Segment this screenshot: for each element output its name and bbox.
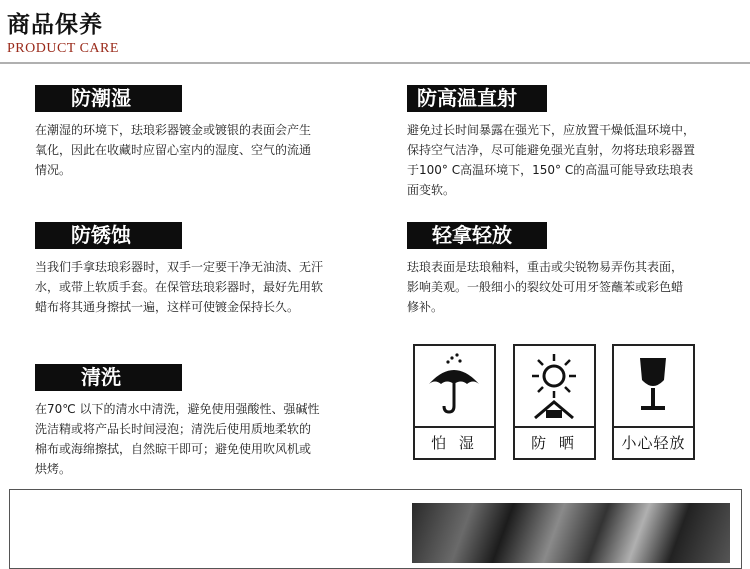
text-line: 蜡布将其通身擦拭一遍，这样可使镀金保持长久。 xyxy=(35,300,300,314)
rust-title-bar xyxy=(35,222,182,249)
gentle-title-bar xyxy=(407,222,547,249)
section-subtitle: PRODUCT CARE xyxy=(7,41,119,56)
text-line: 影响美观。一般细小的裂纹处可用牙签蘸苯或彩色蜡 xyxy=(407,280,684,294)
rust-section xyxy=(35,222,345,317)
text-line: 避免过长时间暴露在强光下，应放置干燥低温环境中， xyxy=(407,123,696,137)
section-title: 商品保养 xyxy=(7,11,103,38)
keep-dry-text: 怕 湿 xyxy=(431,434,478,452)
header-divider xyxy=(0,62,750,64)
text-line: 氧化，因此在收藏时应留心室内的湿度、空气的流通 xyxy=(35,143,312,157)
text-line: 珐琅表面是珐琅釉料，重击或尖锐物易弄伤其表面， xyxy=(407,260,684,274)
text-line: 保持空气洁净，尽可能避免强光直射，勿将珐琅彩器置 xyxy=(407,143,696,157)
gentle-title: 轻拿轻放 xyxy=(432,223,512,247)
text-line: 当我们手拿珐琅彩器时，双手一定要干净无油渍、无汗 xyxy=(35,260,324,274)
heat-section xyxy=(407,85,727,200)
umbrella-icon xyxy=(415,346,494,424)
text-line: 情况。 xyxy=(35,163,72,177)
sun-protect-text: 防 晒 xyxy=(531,434,578,452)
gentle-section xyxy=(407,222,727,317)
rust-title: 防锈蚀 xyxy=(71,223,131,247)
text-line: 修补。 xyxy=(407,300,444,314)
moisture-title-bar xyxy=(35,85,182,112)
heat-title: 防高温直射 xyxy=(417,86,517,110)
sun-protect-label xyxy=(513,344,596,460)
product-photo xyxy=(412,503,730,563)
text-line: 棉布或海绵擦拭，自然晾干即可；避免使用吹风机或 xyxy=(35,442,312,456)
cleaning-title-bar xyxy=(35,364,182,391)
keep-dry-label xyxy=(413,344,496,460)
wine-glass-icon xyxy=(614,346,693,424)
cleaning-title: 清洗 xyxy=(81,365,121,389)
text-line: 烘烤。 xyxy=(35,462,72,476)
cleaning-section xyxy=(35,364,345,479)
heat-title-bar xyxy=(407,85,547,112)
text-line: 面变软。 xyxy=(407,183,456,197)
heat-text xyxy=(407,120,727,200)
moisture-title: 防潮湿 xyxy=(71,86,131,110)
text-line: 于100° C高温环境下，150° C的高温可能导致珐琅表 xyxy=(407,163,694,177)
moisture-text xyxy=(35,120,340,180)
page-header xyxy=(0,0,750,66)
fragile-text: 小心轻放 xyxy=(621,434,686,452)
text-line: 在70℃ 以下的清水中清洗，避免使用强酸性、强碱性 xyxy=(35,402,320,416)
label-divider xyxy=(614,426,693,428)
moisture-section xyxy=(35,85,340,180)
sun-icon xyxy=(515,346,594,424)
label-divider xyxy=(415,426,494,428)
rust-text xyxy=(35,257,345,317)
label-divider xyxy=(515,426,594,428)
text-line: 洗洁精或将产品长时间浸泡；清洗后使用质地柔软的 xyxy=(35,422,312,436)
text-line: 水，或带上软质手套。在保管珐琅彩器时，最好先用软 xyxy=(35,280,324,294)
fragile-label xyxy=(612,344,695,460)
gentle-text xyxy=(407,257,727,317)
cleaning-text xyxy=(35,399,345,479)
text-line: 在潮湿的环境下，珐琅彩器镀金或镀银的表面会产生 xyxy=(35,123,312,137)
